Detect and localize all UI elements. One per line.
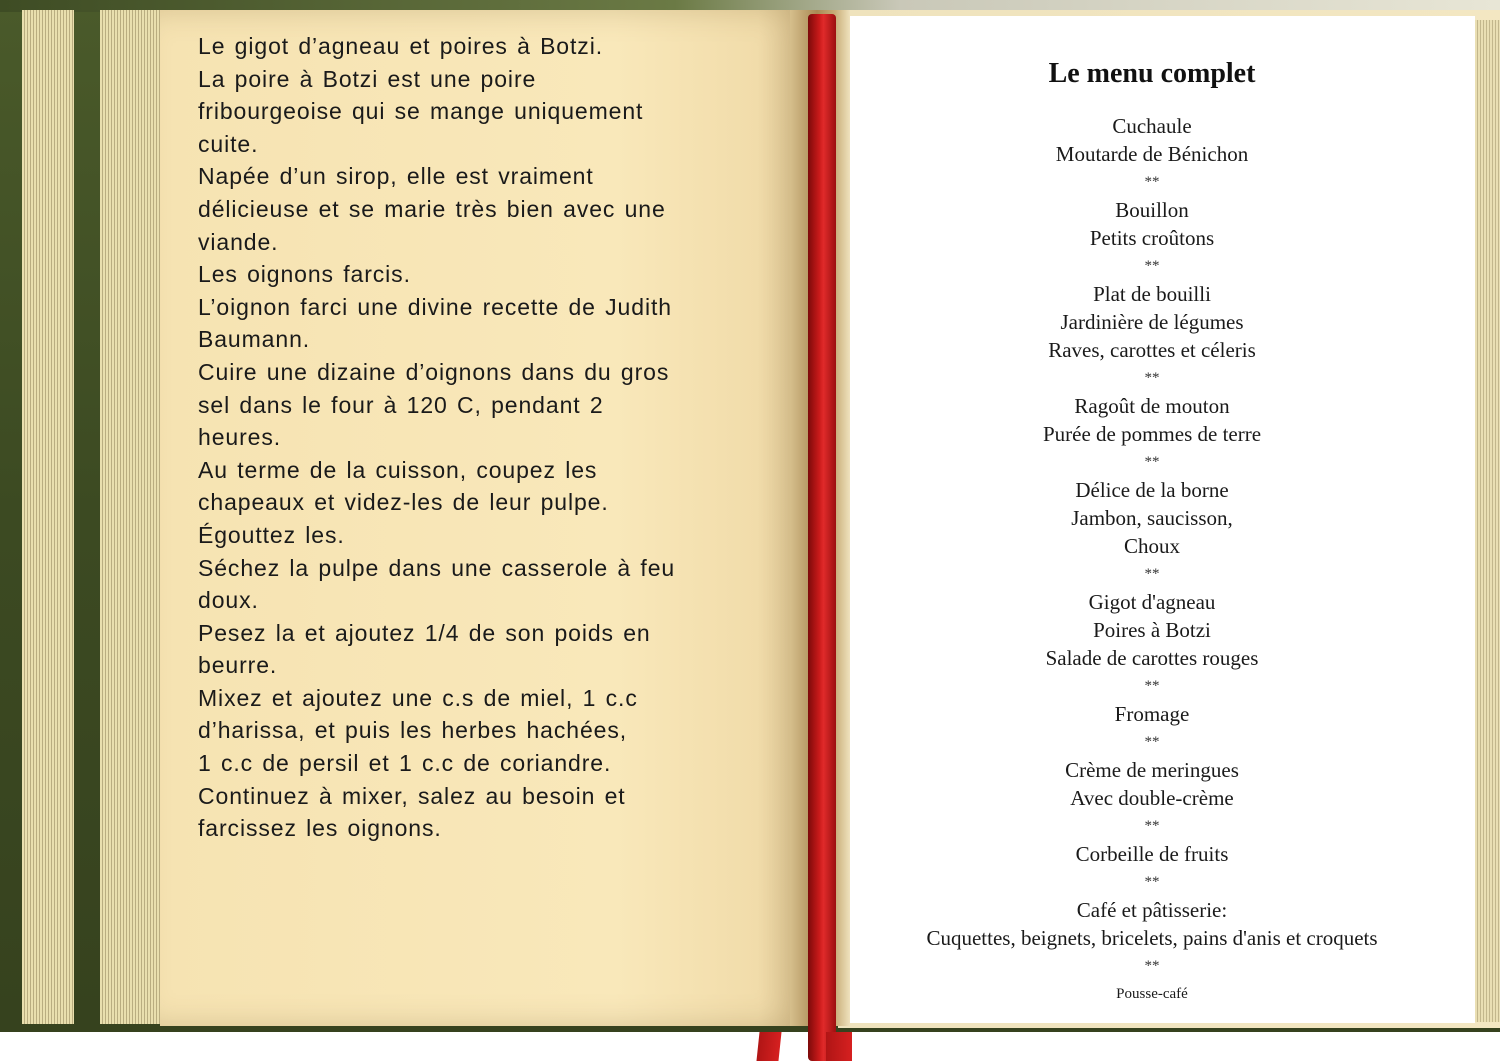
recipe-line: doux. — [198, 587, 259, 614]
menu-item: Poires à Botzi — [1093, 618, 1211, 642]
recipe-line: Baumann. — [198, 326, 311, 353]
recipe-text — [198, 30, 758, 845]
recipe-line: Napée d’un sirop, elle est vraiment — [198, 163, 594, 190]
menu-item: Délice de la borne — [1075, 478, 1229, 502]
recipe-line: La poire à Botzi est une poire — [198, 65, 537, 92]
menu-item: Salade de carottes rouges — [1045, 646, 1259, 670]
recipe-line: Cuire une dizaine d’oignons dans du gros — [198, 358, 670, 385]
recipe-line: Mixez et ajoutez une c.s de miel, 1 c.c — [198, 684, 638, 711]
menu-item: Corbeille de fruits — [1075, 842, 1229, 866]
menu-separator: ** — [1144, 874, 1160, 890]
menu-item: Jambon, saucisson, — [1071, 506, 1233, 530]
page-edges-left-inner — [100, 10, 160, 1024]
menu-list — [845, 112, 1459, 1008]
menu-item: Fromage — [1114, 702, 1190, 726]
recipe-line: heures. — [198, 424, 282, 451]
menu-item: Jardinière de légumes — [1060, 310, 1244, 334]
menu-item: Gigot d'agneau — [1088, 590, 1216, 614]
recipe-line: Au terme de la cuisson, coupez les — [198, 456, 598, 483]
menu-separator: ** — [1144, 818, 1160, 834]
menu-title: Le menu complet — [1048, 58, 1256, 89]
recipe-line: fribourgeoise qui se mange uniquement — [198, 98, 644, 125]
menu-separator: ** — [1144, 678, 1160, 694]
recipe-line: chapeaux et videz-les de leur pulpe. — [198, 489, 609, 516]
recipe-line: cuite. — [198, 130, 259, 157]
recipe-line: 1 c.c de persil et 1 c.c de coriandre. — [198, 750, 612, 777]
recipe-line: délicieuse et se marie très bien avec une — [198, 195, 666, 222]
recipe-line: viande. — [198, 228, 279, 255]
menu-item: Café et pâtisserie: — [1076, 898, 1228, 922]
recipe-line: Les oignons farcis. — [198, 261, 411, 288]
recipe-line: d’harissa, et puis les herbes hachées, — [198, 717, 628, 744]
bookmark-ribbon-tail — [756, 1032, 781, 1061]
menu-separator: ** — [1144, 734, 1160, 750]
page-edges-right — [1475, 20, 1500, 1022]
menu-item: Purée de pommes de terre — [1042, 422, 1262, 446]
menu-separator: ** — [1144, 370, 1160, 386]
menu-item: Petits croûtons — [1089, 226, 1215, 250]
menu-item: Avec double-crème — [1070, 786, 1234, 810]
menu-separator: ** — [1144, 566, 1160, 582]
recipe-line: Le gigot d’agneau et poires à Botzi. — [198, 33, 603, 59]
menu-item: Moutarde de Bénichon — [1055, 142, 1249, 166]
bookmark-ribbon-tail — [826, 1032, 852, 1061]
recipe-line: L’oignon farci une divine recette de Judith — [198, 293, 672, 320]
menu-item: Cuquettes, beignets, bricelets, pains d'anis et croquets — [926, 926, 1378, 950]
menu-item: Plat de bouilli — [1093, 282, 1211, 306]
recipe-line: Continuez à mixer, salez au besoin et — [198, 782, 626, 809]
recipe-line: Égouttez les. — [198, 521, 345, 548]
menu-item: Raves, carottes et céleris — [1048, 338, 1256, 362]
recipe-line: sel dans le four à 120 C, pendant 2 — [198, 391, 604, 418]
bookmark-ribbon — [808, 14, 836, 1061]
menu-item: Choux — [1123, 534, 1180, 558]
recipe-line: farcissez les oignons. — [198, 815, 442, 842]
menu-separator: ** — [1144, 454, 1160, 470]
page-edges-left-outer — [22, 10, 74, 1024]
menu-item: Cuchaule — [1112, 114, 1192, 138]
menu-item: Crème de meringues — [1065, 758, 1239, 782]
menu-item: Pousse-café — [1116, 986, 1188, 1002]
recipe-line: Séchez la pulpe dans une casserole à feu — [198, 554, 676, 581]
menu-separator: ** — [1144, 174, 1160, 190]
recipe-line: Pesez la et ajoutez 1/4 de son poids en — [198, 619, 651, 646]
recipe-line: beurre. — [198, 652, 278, 679]
menu-item: Ragoût de mouton — [1074, 394, 1230, 418]
menu-separator: ** — [1144, 258, 1160, 274]
menu-item: Bouillon — [1115, 198, 1189, 222]
menu-separator: ** — [1144, 958, 1160, 974]
